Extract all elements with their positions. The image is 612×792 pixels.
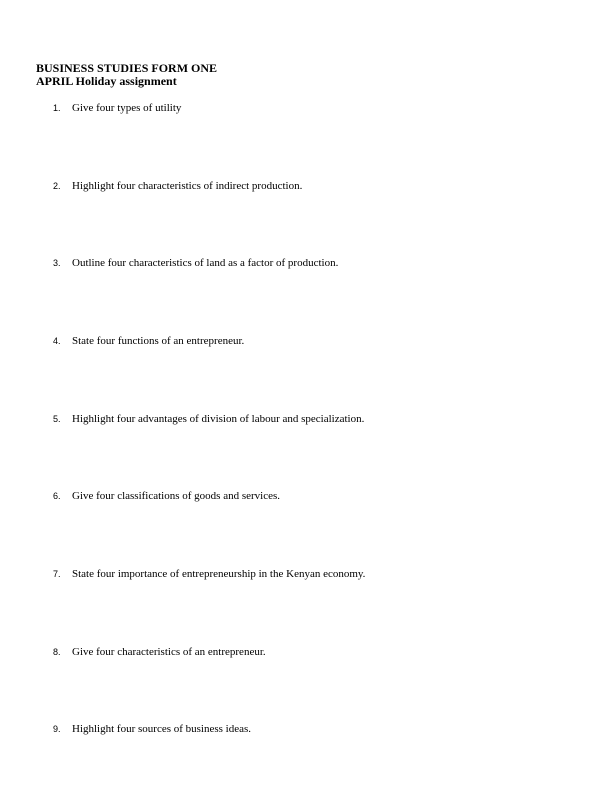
question-number: 3. bbox=[53, 258, 61, 268]
question-item bbox=[53, 413, 364, 426]
question-text: Give four classifications of goods and services. bbox=[72, 490, 281, 502]
question-item bbox=[53, 102, 181, 115]
question-text: State four functions of an entrepreneur. bbox=[72, 335, 245, 347]
question-text: Outline four characteristics of land as a factor of production. bbox=[72, 257, 339, 269]
question-item bbox=[53, 646, 266, 659]
question-number: 4. bbox=[53, 336, 61, 346]
question-number: 8. bbox=[53, 647, 61, 657]
question-text: Highlight four advantages of division of labour and specialization. bbox=[72, 413, 365, 425]
question-text: State four importance of entrepreneurship in the Kenyan economy. bbox=[72, 568, 366, 580]
document-header bbox=[36, 62, 217, 88]
question-text: Give four characteristics of an entrepreneur. bbox=[72, 646, 266, 658]
question-number: 9. bbox=[53, 724, 61, 734]
question-text: Highlight four characteristics of indirect production. bbox=[72, 180, 303, 192]
question-item bbox=[53, 568, 365, 581]
question-number: 5. bbox=[53, 414, 61, 424]
question-item bbox=[53, 257, 338, 270]
question-item bbox=[53, 335, 244, 348]
question-text: Give four types of utility bbox=[72, 102, 182, 114]
question-number: 7. bbox=[53, 569, 61, 579]
question-number: 1. bbox=[53, 103, 61, 113]
question-number: 6. bbox=[53, 491, 61, 501]
document-title: BUSINESS STUDIES FORM ONE bbox=[36, 61, 218, 75]
question-number: 2. bbox=[53, 181, 61, 191]
question-text: Highlight four sources of business ideas. bbox=[72, 723, 252, 735]
question-item bbox=[53, 490, 280, 503]
document-subtitle: APRIL Holiday assignment bbox=[36, 74, 177, 88]
question-item bbox=[53, 180, 302, 193]
question-item bbox=[53, 723, 251, 736]
